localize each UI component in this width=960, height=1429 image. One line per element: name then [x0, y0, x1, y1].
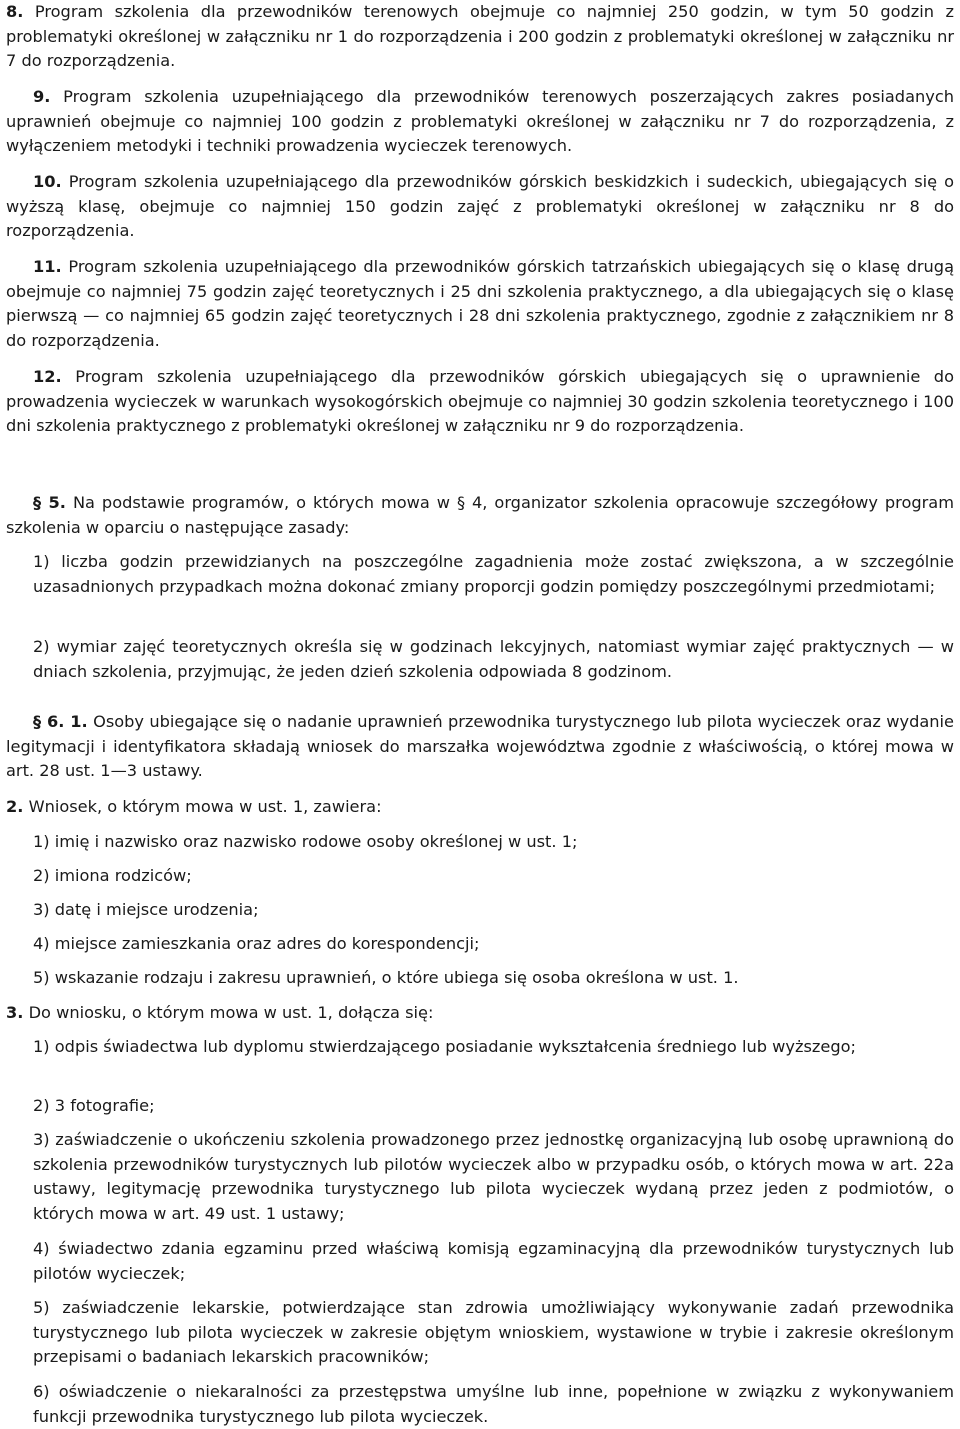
paragraph-text: Program szkolenia dla przewodników terenowych obejmuje co najmniej 250 godzin, w tym 50 godzin z problematyki określonej w załączniku nr 1 do rozporządzenia i 200 godzin z problematyki określonej w załączniku nr 7 do rozporządzenia.: [6, 2, 954, 71]
section-number: § 6. 1.: [33, 712, 88, 731]
paragraph-number: 8.: [6, 2, 24, 21]
ust-2-item-2: 2) imiona rodziców;: [33, 866, 192, 885]
ust-2-item-3: 3) datę i miejsce urodzenia;: [33, 900, 259, 919]
paragraph-text: Program szkolenia uzupełniającego dla przewodników terenowych poszerzających zakres posiadanych uprawnień obejmuje co najmniej 100 godzin z problematyki określonej w załączniku nr 7 do rozporządzenia, z wyłączeniem metodyki i techniki prowadzenia wycieczek terenowych.: [6, 87, 954, 156]
paragraph-number: 10.: [33, 172, 62, 191]
section-text: Na podstawie programów, o których mowa w § 4, organizator szkolenia opracowuje szczegółowy program szkolenia w oparciu o następujące zasady:: [6, 493, 954, 537]
ust-3-item-2: 2) 3 fotografie;: [33, 1096, 155, 1115]
paragraph-11: [6, 255, 954, 353]
paragraph-text: Program szkolenia uzupełniającego dla przewodników górskich ubiegających się o uprawnienie do prowadzenia wycieczek w warunkach wysokogórskich obejmuje co najmniej 30 godzin szkolenia teoretycznego i 100 dni szkolenia praktycznego z problematyki określonej w załączniku nr 9 do rozporządzenia.: [6, 367, 954, 436]
paragraph-number: 9.: [33, 87, 51, 106]
paragraph-8: [6, 0, 954, 74]
ust-3-item-6: 6) oświadczenie o niekaralności za przestępstwa umyślne lub inne, popełnione w związku z wykonywaniem funkcji przewodnika turystycznego lub pilota wycieczek.: [33, 1382, 954, 1426]
ust-3-item-4: 4) świadectwo zdania egzaminu przed właściwą komisją egzaminacyjną dla przewodników turystycznych lub pilotów wycieczek;: [33, 1239, 954, 1283]
paragraph-12: [6, 365, 954, 439]
ust-3-item-1: 1) odpis świadectwa lub dyplomu stwierdzającego posiadanie wykształcenia średniego lub wyższego;: [33, 1037, 856, 1056]
paragraph-text: Program szkolenia uzupełniającego dla przewodników górskich beskidzkich i sudeckich, ubiegających się o wyższą klasę, obejmuje co najmniej 150 godzin zajęć z problematyki określonej w załączniku nr 8 do rozporządzenia.: [6, 172, 954, 241]
paragraph-9: [6, 85, 954, 159]
ust-2-item-4: 4) miejsce zamieszkania oraz adres do korespondencji;: [33, 934, 480, 953]
section-text: Osoby ubiegające się o nadanie uprawnień przewodnika turystycznego lub pilota wycieczek oraz wydanie legitymacji i identyfikatora składają wniosek do marszałka województwa zgodnie z właściwością, o której mowa w art. 28 ust. 1—3 ustawy.: [6, 712, 954, 781]
ust-3-item-3: 3) zaświadczenie o ukończeniu szkolenia prowadzonego przez jednostkę organizacyjną lub osobę uprawnioną do szkolenia przewodników turystycznych lub pilotów wycieczek albo w przypadku osób, o których mowa w art. 22a ustawy, legitymację przewodnika turystycznego lub pilota wycieczek wydaną przez jeden z podmiotów, o których mowa w art. 49 ust. 1 ustawy;: [33, 1130, 954, 1223]
paragraph-10: [6, 170, 954, 244]
section-5: [6, 491, 954, 540]
paragraph-number: 11.: [33, 257, 62, 276]
section-6-ust-2: [6, 795, 954, 820]
ust-text: Wniosek, o którym mowa w ust. 1, zawiera:: [28, 797, 382, 816]
ust-2-item-1: 1) imię i nazwisko oraz nazwisko rodowe osoby określonej w ust. 1;: [33, 832, 578, 851]
paragraph-number: 12.: [33, 367, 62, 386]
ust-2-item-5: 5) wskazanie rodzaju i zakresu uprawnień, o które ubiega się osoba określona w ust. 1.: [33, 968, 739, 987]
ust-number: 2.: [6, 797, 24, 816]
section-number: § 5.: [33, 493, 66, 512]
section-5-item-2: 2) wymiar zajęć teoretycznych określa się w godzinach lekcyjnych, natomiast wymiar zajęć praktycznych — w dniach szkolenia, przyjmując, że jeden dzień szkolenia odpowiada 8 godzinom.: [33, 637, 954, 681]
section-6: [6, 710, 954, 784]
section-5-item-1: 1) liczba godzin przewidzianych na poszczególne zagadnienia może zostać zwiększona, a w szczególnie uzasadnionych przypadkach można dokonać zmiany proporcji godzin pomiędzy poszczególnymi przedmiotami;: [33, 552, 954, 596]
section-6-ust-3: [6, 1001, 954, 1026]
ust-number: 3.: [6, 1003, 24, 1022]
ust-text: Do wniosku, o którym mowa w ust. 1, dołącza się:: [28, 1003, 434, 1022]
ust-3-item-5: 5) zaświadczenie lekarskie, potwierdzające stan zdrowia umożliwiający wykonywanie zadań przewodnika turystycznego lub pilota wycieczek w zakresie objętym wnioskiem, wystawione w trybie i zakresie określonym przepisami o badaniach lekarskich pracowników;: [33, 1298, 954, 1367]
paragraph-text: Program szkolenia uzupełniającego dla przewodników górskich tatrzańskich ubiegających się o klasę drugą obejmuje co najmniej 75 godzin zajęć teoretycznych i 25 dni szkolenia praktycznego, a dla ubiegających się o klasę pierwszą — co najmniej 65 godzin zajęć teoretycznych i 28 dni szkolenia praktycznego, zgodnie z załącznikiem nr 8 do rozporządzenia.: [6, 257, 954, 350]
